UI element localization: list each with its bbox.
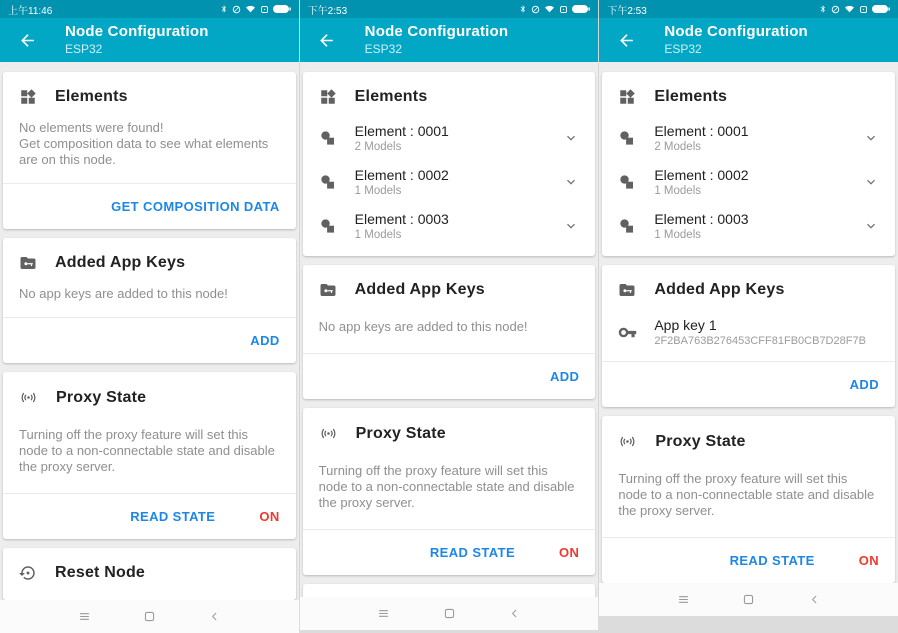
element-row[interactable] — [602, 116, 895, 160]
app-keys-card — [3, 238, 296, 363]
folder-key-icon — [19, 254, 37, 272]
element-row[interactable] — [303, 160, 596, 204]
screen-1 — [0, 0, 299, 600]
do-not-disturb-icon — [232, 5, 241, 14]
recents-square-icon — [742, 593, 755, 606]
circle-square-icon — [618, 129, 636, 147]
elements-card — [3, 72, 296, 229]
nav-back-button[interactable] — [203, 605, 227, 629]
back-chevron-icon — [808, 593, 821, 606]
chevron-down-icon[interactable] — [563, 218, 579, 234]
elements-card — [303, 72, 596, 256]
element-models-count: 2 Models — [654, 141, 702, 153]
circle-square-icon — [618, 217, 636, 235]
radio-signal-icon — [319, 424, 338, 443]
circle-square-icon — [618, 173, 636, 191]
nav-menu-button[interactable] — [372, 602, 396, 626]
chevron-down-icon[interactable] — [863, 218, 879, 234]
element-label: Element : 0002 — [354, 167, 449, 183]
android-nav-bar — [0, 600, 299, 633]
element-models-count: 1 Models — [354, 229, 402, 241]
element-row[interactable] — [303, 116, 596, 160]
wifi-icon — [544, 4, 555, 14]
folder-key-icon — [618, 281, 636, 299]
card-title: Elements — [354, 88, 428, 105]
radio-signal-icon — [19, 388, 38, 407]
nav-menu-button[interactable] — [671, 588, 695, 612]
card-title: Reset Node — [55, 564, 146, 581]
scroll-content[interactable] — [0, 62, 299, 600]
element-label: Element : 0003 — [654, 211, 749, 227]
chevron-down-icon[interactable] — [563, 130, 579, 146]
back-chevron-icon — [208, 610, 221, 623]
status-icons — [519, 4, 590, 14]
back-button[interactable] — [315, 28, 339, 52]
nav-menu-button[interactable] — [72, 605, 96, 629]
proxy-state-card — [3, 372, 296, 539]
sim-icon — [559, 5, 568, 14]
element-row[interactable] — [303, 204, 596, 248]
reset-node-card[interactable] — [3, 548, 296, 600]
proxy-state-value[interactable]: ON — [559, 545, 580, 560]
status-time: 下午2:53 — [607, 5, 647, 17]
scroll-content[interactable] — [300, 62, 599, 597]
menu-icon — [676, 592, 691, 607]
wifi-icon — [245, 4, 256, 14]
widgets-grid-icon — [319, 88, 337, 106]
back-arrow-icon — [617, 31, 636, 50]
nav-recents-button[interactable] — [437, 602, 461, 626]
key-icon — [618, 323, 637, 342]
card-title: Proxy State — [56, 388, 147, 406]
do-not-disturb-icon — [531, 5, 540, 14]
element-models-count: 1 Models — [654, 229, 702, 241]
app-bar — [300, 18, 599, 62]
proxy-state-card — [303, 408, 596, 575]
battery-icon — [572, 5, 590, 13]
scroll-content[interactable] — [599, 62, 898, 583]
status-icons — [220, 4, 291, 14]
back-button[interactable] — [15, 28, 39, 52]
screen-3 — [599, 0, 898, 600]
app-key-name: App key 1 — [654, 317, 717, 333]
page-subtitle: ESP32 — [364, 41, 403, 56]
get-composition-data-button[interactable]: GET COMPOSITION DATA — [111, 199, 280, 214]
app-keys-empty-message: No app keys are added to this node! — [318, 319, 528, 334]
back-arrow-icon — [18, 31, 37, 50]
element-models-count: 2 Models — [354, 141, 402, 153]
widgets-grid-icon — [618, 88, 636, 106]
page-subtitle: ESP32 — [65, 41, 103, 56]
page-subtitle: ESP32 — [664, 41, 702, 56]
menu-icon — [77, 609, 92, 624]
back-arrow-icon — [317, 31, 336, 50]
back-button[interactable] — [614, 28, 638, 52]
element-label: Element : 0002 — [654, 167, 749, 183]
app-keys-card — [303, 265, 596, 399]
status-icons — [819, 4, 890, 14]
proxy-state-card — [602, 416, 895, 583]
status-time: 上午11:46 — [8, 5, 53, 17]
app-key-row[interactable] — [602, 305, 895, 361]
card-title: Elements — [55, 88, 128, 105]
battery-icon — [872, 5, 890, 13]
circle-square-icon — [319, 129, 337, 147]
sim-icon — [260, 5, 269, 14]
page-title: Node Configuration — [364, 23, 509, 41]
folder-key-icon — [319, 281, 337, 299]
screen-2 — [300, 0, 599, 600]
circle-square-icon — [319, 173, 337, 191]
card-title: Elements — [654, 88, 728, 105]
status-bar — [599, 0, 898, 18]
bluetooth-icon — [220, 4, 228, 14]
element-row[interactable] — [602, 204, 895, 248]
page-title: Node Configuration — [664, 23, 808, 41]
android-nav-bar — [300, 597, 599, 630]
recents-square-icon — [443, 607, 456, 620]
chevron-down-icon[interactable] — [863, 174, 879, 190]
element-row[interactable] — [602, 160, 895, 204]
chevron-down-icon[interactable] — [563, 174, 579, 190]
back-chevron-icon — [508, 607, 521, 620]
wifi-icon — [844, 4, 855, 14]
nav-recents-button[interactable] — [137, 605, 161, 629]
chevron-down-icon[interactable] — [863, 130, 879, 146]
recents-square-icon — [143, 610, 156, 623]
status-bar — [0, 0, 299, 18]
bluetooth-icon — [819, 4, 827, 14]
battery-icon — [273, 5, 291, 13]
do-not-disturb-icon — [831, 5, 840, 14]
card-title: Proxy State — [355, 424, 446, 442]
card-title: Proxy State — [655, 432, 746, 450]
status-time: 下午2:53 — [307, 5, 348, 17]
next-card-partial — [303, 584, 596, 597]
read-state-button[interactable]: READ STATE — [130, 509, 216, 524]
elements-card — [602, 72, 895, 256]
add-app-key-button[interactable]: ADD — [849, 377, 880, 392]
status-bar — [300, 0, 599, 18]
bluetooth-icon — [519, 4, 527, 14]
proxy-description: Turning off the proxy feature will set this node to a non-connectable state and disable the proxy server. — [618, 471, 875, 518]
nav-back-button[interactable] — [802, 588, 826, 612]
sim-icon — [859, 5, 868, 14]
proxy-state-value[interactable]: ON — [259, 509, 280, 524]
circle-square-icon — [319, 217, 337, 235]
proxy-state-value[interactable]: ON — [858, 553, 880, 568]
read-state-button[interactable]: READ STATE — [429, 545, 516, 560]
restore-icon — [19, 564, 37, 582]
proxy-description: Turning off the proxy feature will set this node to a non-connectable state and disable the proxy server. — [19, 427, 275, 474]
card-title: Added App Keys — [354, 281, 485, 298]
widgets-grid-icon — [19, 88, 37, 106]
add-app-key-button[interactable]: ADD — [250, 333, 280, 348]
app-bar — [599, 18, 898, 62]
element-label: Element : 0003 — [354, 211, 449, 227]
app-keys-card — [602, 265, 895, 407]
elements-empty-message: No elements were found! Get composition data to see what elements are on this node. — [19, 120, 269, 167]
add-app-key-button[interactable]: ADD — [549, 369, 580, 384]
radio-signal-icon — [618, 432, 637, 451]
element-label: Element : 0001 — [354, 123, 449, 139]
proxy-description: Turning off the proxy feature will set this node to a non-connectable state and disable the proxy server. — [318, 463, 575, 510]
card-title: Added App Keys — [654, 281, 785, 298]
nav-recents-button[interactable] — [737, 588, 761, 612]
android-nav-bar — [599, 583, 898, 616]
app-keys-empty-message: No app keys are added to this node! — [19, 286, 228, 301]
page-title: Node Configuration — [65, 23, 209, 41]
element-label: Element : 0001 — [654, 123, 749, 139]
read-state-button[interactable]: READ STATE — [729, 553, 815, 568]
menu-icon — [376, 606, 391, 621]
app-key-value: 2F2BA763B276453CFF81FB0CB7D28F7B — [654, 335, 866, 347]
element-models-count: 1 Models — [654, 185, 702, 197]
element-models-count: 1 Models — [354, 185, 402, 197]
nav-back-button[interactable] — [502, 602, 526, 626]
app-bar — [0, 18, 299, 62]
card-title: Added App Keys — [55, 254, 186, 271]
